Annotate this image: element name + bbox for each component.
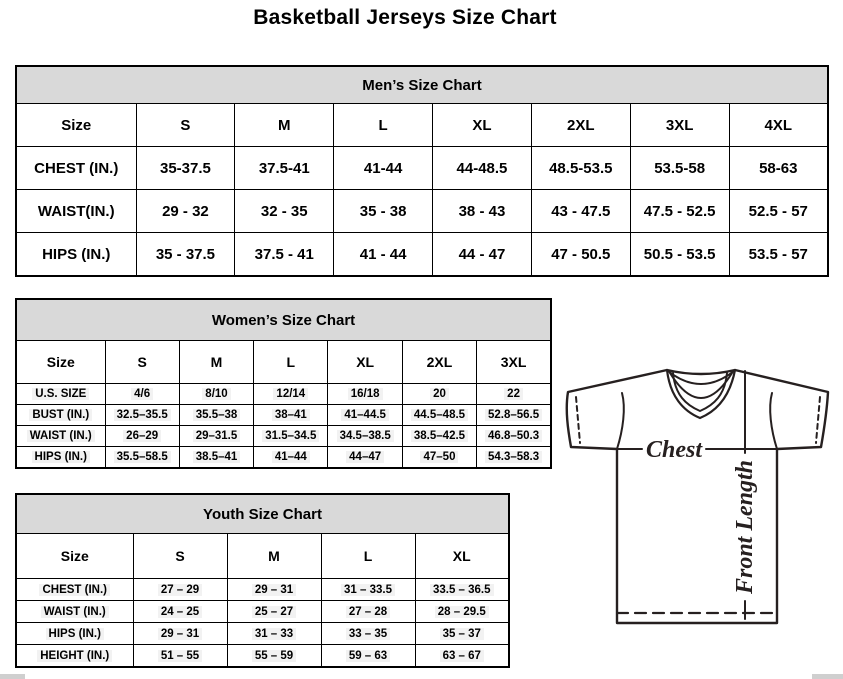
size-value-cell xyxy=(402,405,476,426)
column-header: XL xyxy=(433,104,532,147)
highlighted-text: 35.5–58.5 xyxy=(114,451,171,463)
size-column-label: Size xyxy=(16,534,133,579)
highlighted-text: 41–44 xyxy=(272,451,310,463)
highlighted-text: 46.8–50.3 xyxy=(485,430,542,442)
size-value-cell xyxy=(477,384,551,405)
size-value-cell xyxy=(415,623,509,645)
column-header: 3XL xyxy=(477,341,551,384)
size-value-cell xyxy=(254,447,328,469)
highlighted-text: 31 – 33 xyxy=(252,628,296,640)
size-value-cell: 44-48.5 xyxy=(433,147,532,190)
column-header: XL xyxy=(328,341,402,384)
highlighted-text: 20 xyxy=(430,388,449,400)
row-label xyxy=(16,384,105,405)
size-value-cell: 37.5 - 41 xyxy=(235,233,334,277)
highlighted-text: 29–31.5 xyxy=(193,430,241,442)
cuff-stitch-left xyxy=(576,397,580,443)
row-label xyxy=(16,447,105,469)
size-value-cell: 53.5-58 xyxy=(630,147,729,190)
cuff-stitch-right xyxy=(816,397,820,443)
size-value-cell xyxy=(105,384,179,405)
size-value-cell: 48.5-53.5 xyxy=(531,147,630,190)
highlighted-text: 26–29 xyxy=(123,430,161,442)
highlighted-text: 38–41 xyxy=(272,409,310,421)
mens-size-chart xyxy=(15,65,829,277)
size-value-cell: 29 - 32 xyxy=(136,190,235,233)
size-value-cell xyxy=(477,447,551,469)
size-value-cell: 50.5 - 53.5 xyxy=(630,233,729,277)
size-value-cell xyxy=(227,579,321,601)
size-value-cell xyxy=(328,426,402,447)
size-value-cell xyxy=(477,426,551,447)
highlighted-text: 31 – 33.5 xyxy=(341,584,395,596)
size-value-cell xyxy=(133,623,227,645)
armhole-seam-left xyxy=(617,393,624,449)
highlighted-text: 54.3–58.3 xyxy=(485,451,542,463)
highlighted-text: 35 – 37 xyxy=(440,628,484,640)
highlighted-text: CHEST (IN.) xyxy=(39,584,110,596)
highlighted-text: 31.5–34.5 xyxy=(262,430,319,442)
size-value-cell: 47.5 - 52.5 xyxy=(630,190,729,233)
size-value-cell xyxy=(477,405,551,426)
row-label xyxy=(16,645,133,668)
size-value-cell xyxy=(105,426,179,447)
size-value-cell xyxy=(254,426,328,447)
front-length-measure-label: Front Length xyxy=(732,459,758,595)
jersey-outline-svg xyxy=(556,360,836,640)
column-header: XL xyxy=(415,534,509,579)
highlighted-text: 29 – 31 xyxy=(252,584,296,596)
mens-size-chart-title: Men’s Size Chart xyxy=(16,66,828,104)
youth-size-chart xyxy=(15,493,510,668)
size-value-cell xyxy=(179,384,253,405)
row-label xyxy=(16,601,133,623)
size-value-cell xyxy=(402,426,476,447)
highlighted-text: 32.5–35.5 xyxy=(114,409,171,421)
highlighted-text: 34.5–38.5 xyxy=(337,430,394,442)
highlighted-text: 4/6 xyxy=(131,388,153,400)
jersey-size-diagram xyxy=(556,360,836,640)
size-column-label: Size xyxy=(16,104,136,147)
highlighted-text: 44–47 xyxy=(346,451,384,463)
highlighted-text: 35.5–38 xyxy=(193,409,241,421)
row-label xyxy=(16,426,105,447)
highlighted-text: 38.5–42.5 xyxy=(411,430,468,442)
highlighted-text: U.S. SIZE xyxy=(32,388,89,400)
size-value-cell xyxy=(321,623,415,645)
highlighted-text: HEIGHT (IN.) xyxy=(37,650,112,662)
size-value-cell xyxy=(254,405,328,426)
highlighted-text: 38.5–41 xyxy=(193,451,241,463)
size-value-cell: 38 - 43 xyxy=(433,190,532,233)
size-value-cell xyxy=(328,447,402,469)
size-value-cell xyxy=(328,405,402,426)
size-value-cell xyxy=(105,447,179,469)
column-header: L xyxy=(254,341,328,384)
highlighted-text: WAIST (IN.) xyxy=(41,606,109,618)
column-header: L xyxy=(334,104,433,147)
highlighted-text: 59 – 63 xyxy=(346,650,390,662)
highlighted-text: BUST (IN.) xyxy=(29,409,92,421)
size-value-cell: 47 - 50.5 xyxy=(531,233,630,277)
highlighted-text: 22 xyxy=(504,388,523,400)
size-value-cell xyxy=(321,645,415,668)
size-value-cell xyxy=(328,384,402,405)
highlighted-text: 27 – 29 xyxy=(158,584,202,596)
column-header: L xyxy=(321,534,415,579)
youth-size-chart-title: Youth Size Chart xyxy=(16,494,509,534)
row-label xyxy=(16,579,133,601)
highlighted-text: 52.8–56.5 xyxy=(485,409,542,421)
highlighted-text: 33 – 35 xyxy=(346,628,390,640)
size-value-cell: 35 - 38 xyxy=(334,190,433,233)
armhole-seam-right xyxy=(770,393,777,449)
size-value-cell: 35-37.5 xyxy=(136,147,235,190)
row-label xyxy=(16,623,133,645)
size-value-cell xyxy=(179,426,253,447)
row-label: HIPS (IN.) xyxy=(16,233,136,277)
size-value-cell xyxy=(402,447,476,469)
size-value-cell xyxy=(133,645,227,668)
size-value-cell: 44 - 47 xyxy=(433,233,532,277)
size-value-cell: 37.5-41 xyxy=(235,147,334,190)
page-title: Basketball Jerseys Size Chart xyxy=(253,6,557,29)
size-value-cell: 43 - 47.5 xyxy=(531,190,630,233)
size-value-cell xyxy=(133,579,227,601)
highlighted-text: 55 – 59 xyxy=(252,650,296,662)
column-header: S xyxy=(105,341,179,384)
column-header: S xyxy=(136,104,235,147)
row-label xyxy=(16,405,105,426)
size-value-cell: 32 - 35 xyxy=(235,190,334,233)
size-value-cell xyxy=(179,447,253,469)
column-header: M xyxy=(227,534,321,579)
size-value-cell: 53.5 - 57 xyxy=(729,233,828,277)
highlighted-text: HIPS (IN.) xyxy=(32,451,90,463)
size-value-cell xyxy=(321,579,415,601)
size-value-cell xyxy=(415,645,509,668)
size-value-cell xyxy=(415,579,509,601)
size-value-cell xyxy=(321,601,415,623)
size-column-label: Size xyxy=(16,341,105,384)
size-value-cell xyxy=(415,601,509,623)
highlighted-text: 27 – 28 xyxy=(346,606,390,618)
highlighted-text: 44.5–48.5 xyxy=(411,409,468,421)
size-value-cell: 52.5 - 57 xyxy=(729,190,828,233)
size-value-cell xyxy=(254,384,328,405)
size-value-cell xyxy=(227,645,321,668)
womens-size-chart xyxy=(15,298,552,469)
size-value-cell: 58-63 xyxy=(729,147,828,190)
chest-measure-label: Chest xyxy=(645,437,703,463)
column-header: 2XL xyxy=(402,341,476,384)
highlighted-text: 28 – 29.5 xyxy=(435,606,489,618)
womens-size-chart-title: Women’s Size Chart xyxy=(16,299,551,341)
size-value-cell xyxy=(133,601,227,623)
jersey-outline xyxy=(567,370,828,623)
size-value-cell xyxy=(402,384,476,405)
size-value-cell xyxy=(179,405,253,426)
highlighted-text: 29 – 31 xyxy=(158,628,202,640)
column-header: M xyxy=(179,341,253,384)
highlighted-text: 12/14 xyxy=(273,388,308,400)
highlighted-text: HIPS (IN.) xyxy=(46,628,104,640)
highlighted-text: 25 – 27 xyxy=(252,606,296,618)
row-label: WAIST(IN.) xyxy=(16,190,136,233)
highlighted-text: 47–50 xyxy=(420,451,458,463)
highlighted-text: 63 – 67 xyxy=(440,650,484,662)
size-value-cell xyxy=(227,601,321,623)
column-header: 4XL xyxy=(729,104,828,147)
size-value-cell: 35 - 37.5 xyxy=(136,233,235,277)
highlighted-text: WAIST (IN.) xyxy=(27,430,95,442)
highlighted-text: 16/18 xyxy=(348,388,383,400)
size-value-cell xyxy=(227,623,321,645)
highlighted-text: 8/10 xyxy=(202,388,230,400)
column-header: 3XL xyxy=(630,104,729,147)
highlighted-text: 41–44.5 xyxy=(341,409,389,421)
column-header: S xyxy=(133,534,227,579)
highlighted-text: 33.5 – 36.5 xyxy=(430,584,494,596)
highlighted-text: 24 – 25 xyxy=(158,606,202,618)
size-value-cell xyxy=(105,405,179,426)
highlighted-text: 51 – 55 xyxy=(158,650,202,662)
column-header: M xyxy=(235,104,334,147)
bottom-left-fragment xyxy=(0,674,25,679)
size-value-cell: 41 - 44 xyxy=(334,233,433,277)
size-value-cell: 41-44 xyxy=(334,147,433,190)
column-header: 2XL xyxy=(531,104,630,147)
row-label: CHEST (IN.) xyxy=(16,147,136,190)
bottom-right-fragment xyxy=(812,674,843,679)
